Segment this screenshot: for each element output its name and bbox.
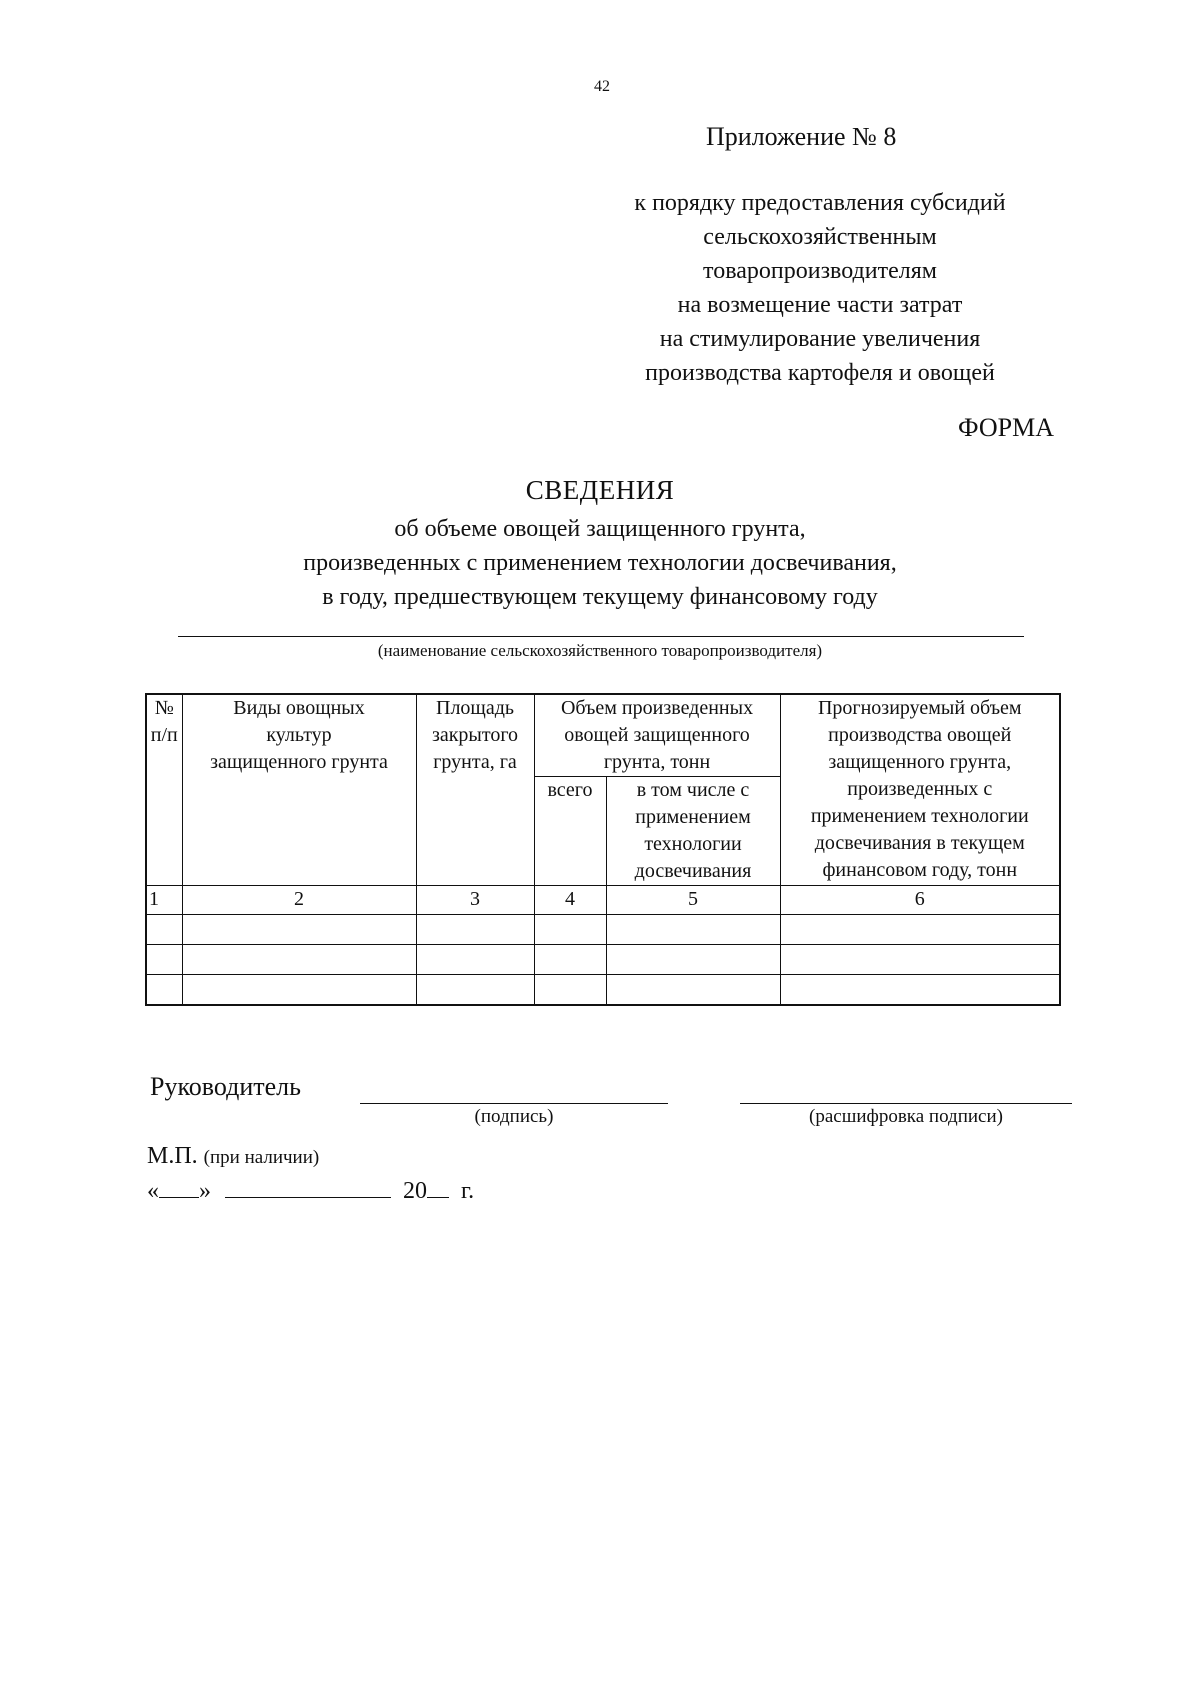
document-subtitle-line: об объеме овощей защищенного грунта, [394,516,806,542]
table-cell[interactable] [416,945,534,975]
table-cell[interactable] [182,915,416,945]
form-label: ФОРМА [958,413,1054,442]
stamp-abbreviation: М.П. [147,1143,198,1169]
header-line: защищенного грунта [210,751,388,773]
appendix-subtitle-line: сельскохозяйственным [703,224,937,250]
stamp-label [147,1143,319,1170]
signature-caption: (подпись) [474,1106,554,1127]
table-cell[interactable] [534,945,606,975]
table-cell[interactable] [416,975,534,1006]
header-line: Прогнозируемый объем [817,697,1022,719]
table-row [146,945,1060,975]
producer-name-line[interactable] [178,636,1024,637]
date-year-suffix: г. [461,1178,475,1204]
table-cell[interactable] [146,945,182,975]
date-close-quote: » [199,1178,211,1204]
header-line: Виды овощных [233,697,365,719]
appendix-subtitle-line: к порядку предоставления субсидий [634,190,1006,216]
date-year-prefix: 20 [403,1178,427,1204]
document-title: СВЕДЕНИЯ [525,475,675,505]
header-line: применением технологии [810,805,1029,827]
appendix-subtitle [580,186,1060,390]
header-line: финансовом году, тонн [822,859,1018,881]
header-col-lighting [606,777,780,886]
table-cell[interactable] [182,945,416,975]
manager-label: Руководитель [150,1072,301,1101]
column-number: 4 [534,886,606,915]
producer-caption: (наименование сельскохозяйственного товаропроизводителя) [377,641,823,660]
header-line: Площадь [436,697,514,719]
header-line: Объем произведенных [560,697,754,719]
column-number: 1 [146,886,182,915]
appendix-subtitle-line: производства картофеля и овощей [645,360,995,386]
signature-line[interactable] [360,1103,668,1104]
appendix-title: Приложение № 8 [706,122,897,151]
header-col-crop-types [182,694,416,886]
table-cell[interactable] [182,975,416,1006]
table-header-row [146,694,1060,777]
header-line: овощей защищенного [564,724,750,746]
table-cell[interactable] [146,975,182,1006]
signature-decode-caption: (расшифровка подписи) [809,1106,1003,1127]
column-number-row [146,886,1060,915]
table-cell[interactable] [606,975,780,1006]
document-subtitle-line: произведенных с применением технологии досвечивания, [303,550,897,576]
table-row [146,915,1060,945]
header-line: производства овощей [828,724,1012,746]
header-line: грунта, тонн [603,751,711,773]
appendix-subtitle-line: на возмещение части затрат [677,292,963,318]
header-line: в том числе с [636,779,750,801]
header-line: технологии [644,833,742,855]
header-line: всего [547,779,593,801]
table-cell[interactable] [534,915,606,945]
document-subtitle-line: в году, предшествующем текущему финансовому году [322,584,878,610]
table-row [146,975,1060,1006]
header-line: досвечивания в текущем [814,832,1025,854]
table-cell[interactable] [780,975,1060,1006]
table-cell[interactable] [534,975,606,1006]
header-line: грунта, га [433,751,517,773]
date-month-blank[interactable] [225,1175,391,1198]
signature-decode-line[interactable] [740,1103,1072,1104]
document-subtitle [100,512,1100,614]
header-col-number [146,694,182,886]
column-number: 3 [416,886,534,915]
header-col-total [534,777,606,886]
date-year-blank[interactable] [427,1175,449,1198]
date-day-blank[interactable] [159,1175,199,1198]
appendix-subtitle-line: на стимулирование увеличения [659,326,981,352]
header-line: произведенных с [847,778,993,800]
table-cell[interactable] [146,915,182,945]
header-col-forecast [780,694,1060,886]
date-open-quote: « [147,1178,159,1204]
appendix-subtitle-line: товаропроизводителям [703,258,937,284]
header-col-area [416,694,534,886]
table-cell[interactable] [416,915,534,945]
column-number: 5 [606,886,780,915]
column-number: 6 [780,886,1060,915]
header-line: № [154,697,174,719]
header-line: применением [635,806,751,828]
stamp-note: (при наличии) [203,1147,320,1168]
header-col-volume-group [534,694,780,777]
table-cell[interactable] [606,945,780,975]
date-line [147,1175,474,1205]
table-cell[interactable] [606,915,780,945]
table-cell[interactable] [780,945,1060,975]
table-cell[interactable] [780,915,1060,945]
data-table [145,693,1061,1006]
header-line: культур [266,724,332,746]
header-line: защищенного грунта, [828,751,1012,773]
header-line: п/п [150,724,178,746]
column-number: 2 [182,886,416,915]
header-line: досвечивания [634,860,752,882]
header-line: закрытого [431,724,519,746]
page-number: 42 [594,78,610,95]
